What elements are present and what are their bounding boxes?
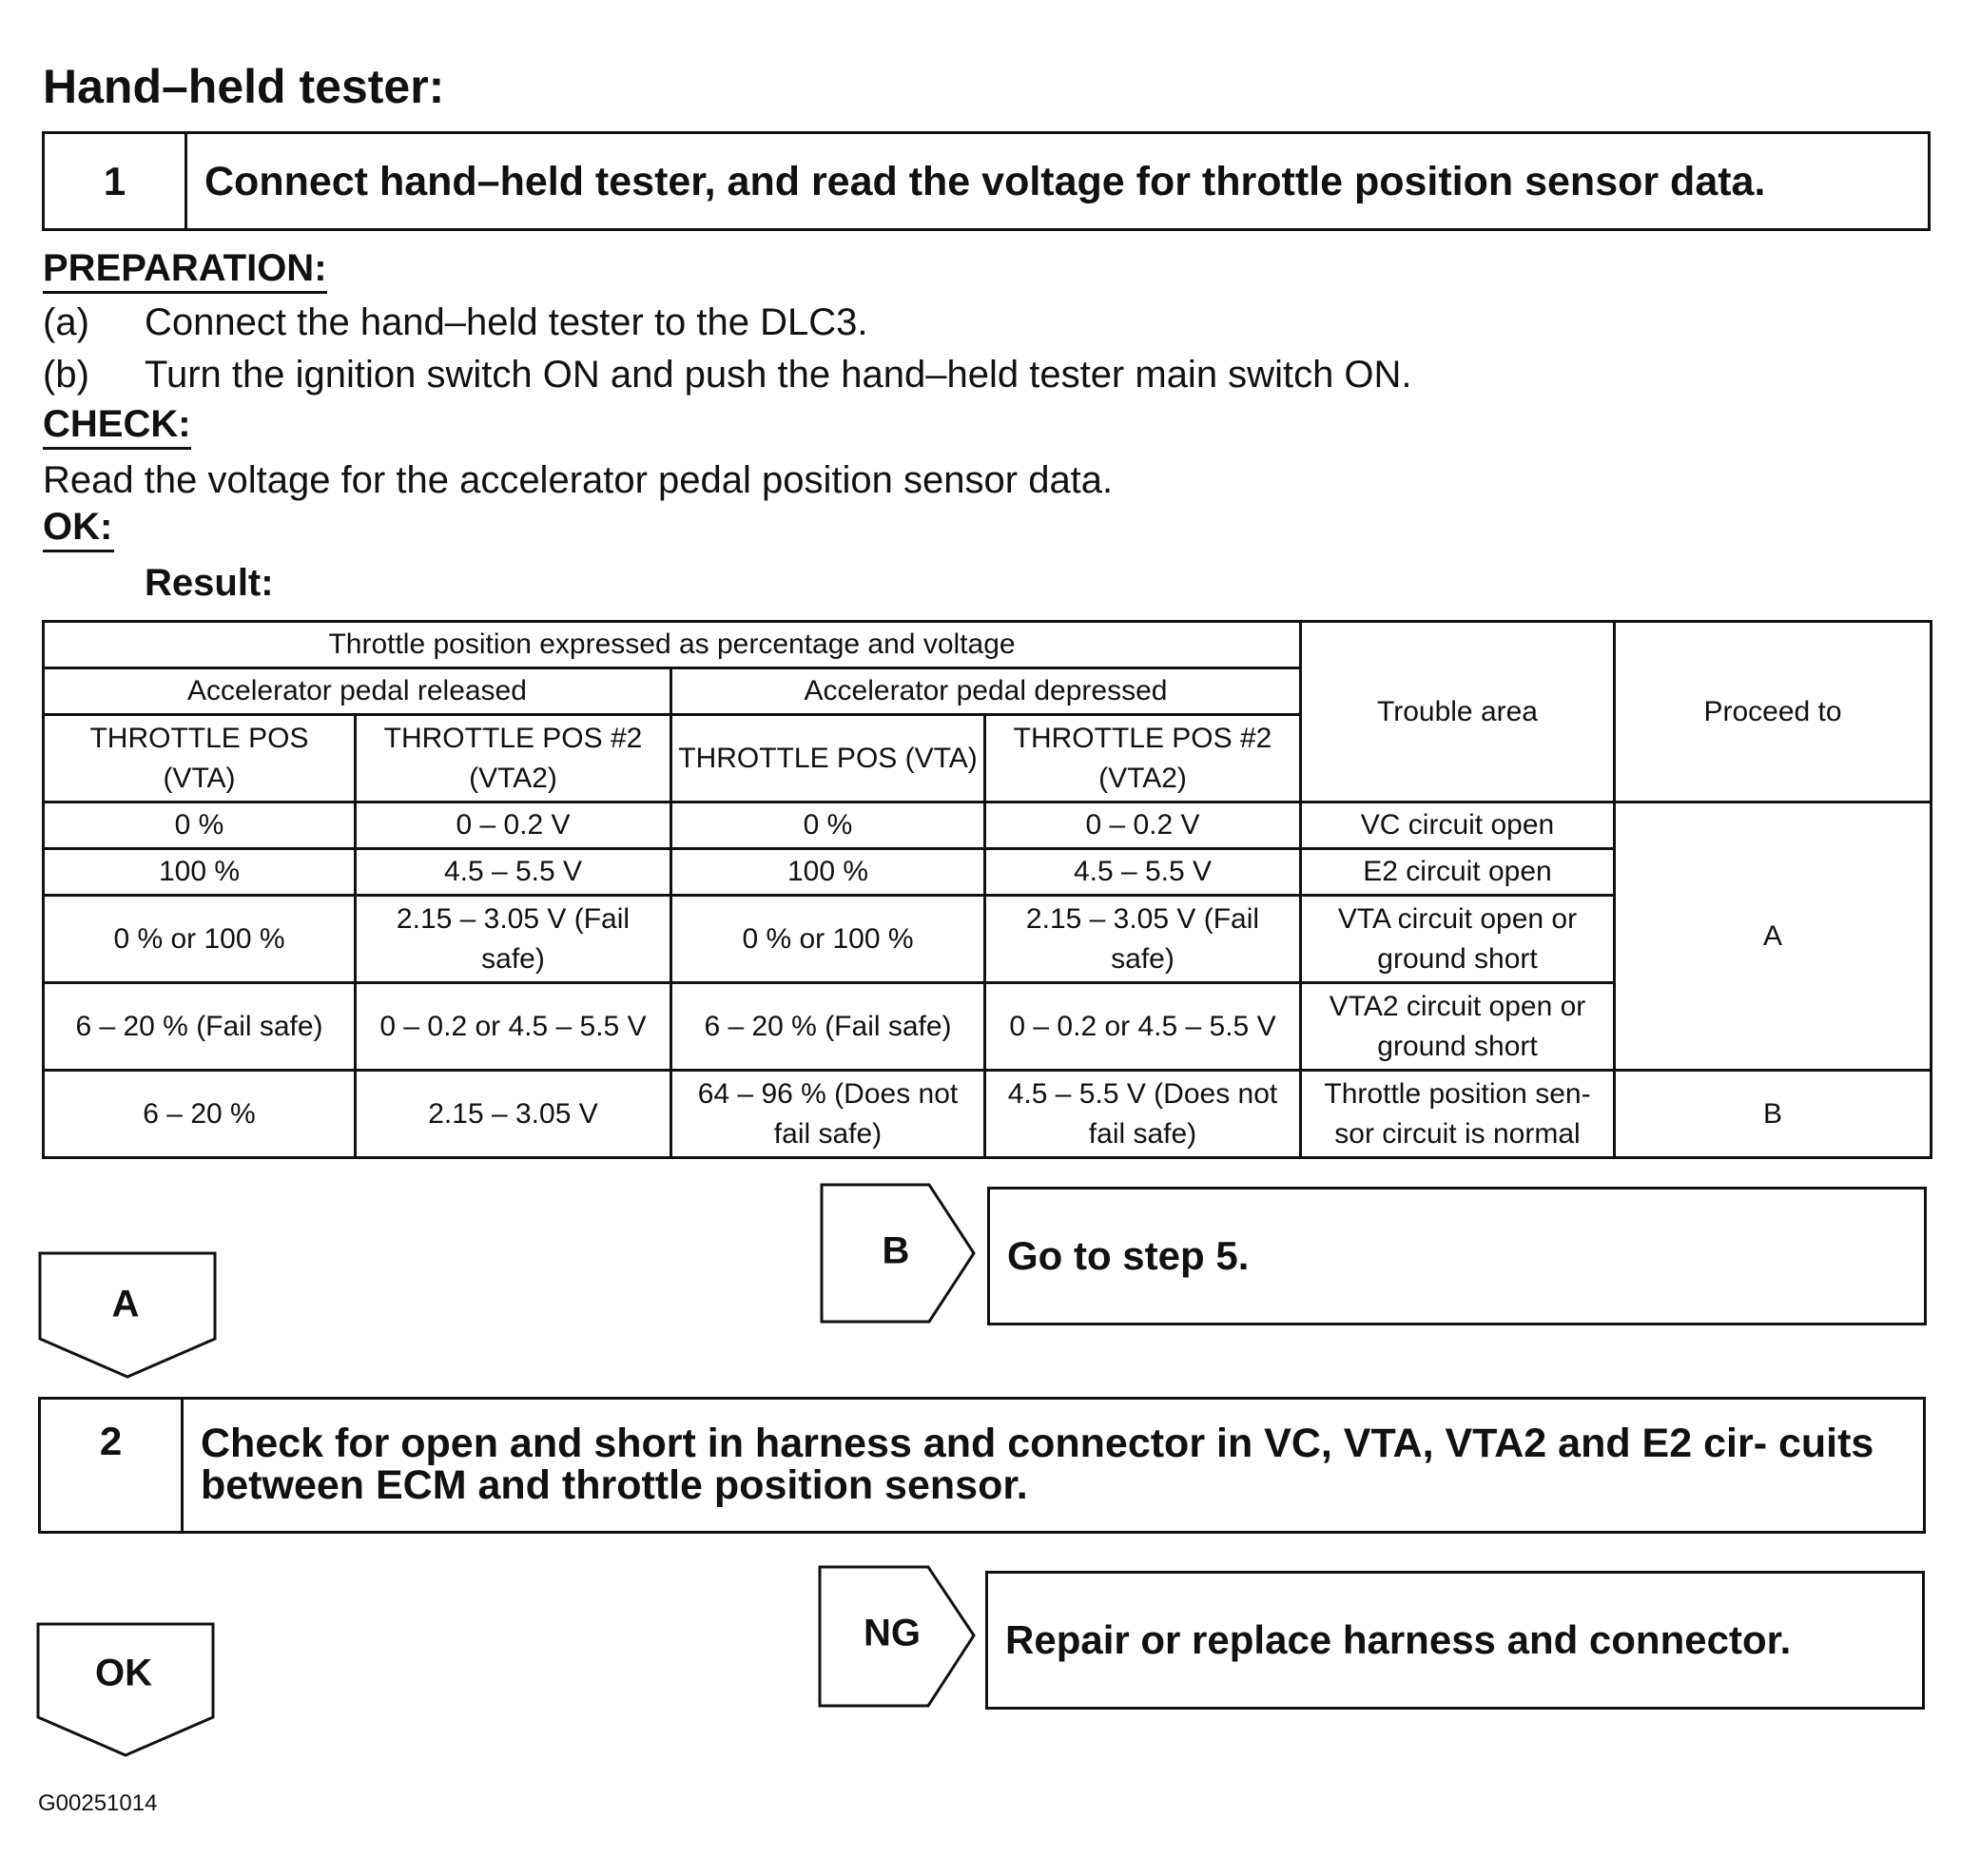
table-cell: 0 % or 100 %: [671, 896, 985, 983]
go-to-step-text: Go to step 5.: [1007, 1233, 1250, 1278]
table-cell: VTA circuit open or ground short: [1301, 896, 1615, 983]
table-cell: 4.5 – 5.5 V: [985, 849, 1301, 896]
table-cell: 0 %: [44, 803, 356, 849]
proceed-to-header: Proceed to: [1615, 622, 1932, 803]
table-cell: 100 %: [671, 849, 985, 896]
ok-tag-label: OK: [95, 1652, 152, 1694]
table-cell: VC circuit open: [1301, 803, 1615, 849]
repair-box: [985, 1571, 1925, 1710]
table-row: [44, 1071, 1932, 1158]
table-cell: 0 %: [671, 803, 985, 849]
a-tag-label: A: [111, 1283, 140, 1325]
column-header: THROTTLE POS #2 (VTA2): [356, 715, 671, 803]
table-cell: E2 circuit open: [1301, 849, 1615, 896]
proceed-cell-a: A: [1615, 803, 1932, 1071]
check-heading: CHECK:: [43, 403, 191, 450]
table-group-header: Throttle position expressed as percentage and voltage: [44, 622, 1301, 668]
column-header: THROTTLE POS (VTA): [671, 715, 985, 803]
ok-heading: OK:: [43, 506, 114, 552]
column-header: THROTTLE POS #2 (VTA2): [985, 715, 1301, 803]
prep-text: Connect the hand–held tester to the DLC3.: [145, 301, 868, 343]
table-cell: 6 – 20 %: [44, 1071, 356, 1158]
table-cell: 2.15 – 3.05 V (Fail safe): [985, 896, 1301, 983]
table-cell: 0 % or 100 %: [44, 896, 356, 983]
depressed-header: Accelerator pedal depressed: [671, 668, 1301, 715]
table-cell: 100 %: [44, 849, 356, 896]
step-2-box: [38, 1397, 1926, 1534]
table-cell: 0 – 0.2 V: [356, 803, 671, 849]
table-cell: 4.5 – 5.5 V (Does not fail safe): [985, 1071, 1301, 1158]
prep-item-b: [43, 353, 1412, 396]
column-header: THROTTLE POS (VTA): [44, 715, 356, 803]
prep-text: Turn the ignition switch ON and push the hand–held tester main switch ON.: [145, 354, 1412, 396]
prep-marker: (a): [43, 301, 89, 343]
table-cell: 2.15 – 3.05 V: [356, 1071, 671, 1158]
step-number: 1: [45, 134, 187, 228]
table-cell: 64 – 96 % (Does not fail safe): [671, 1071, 985, 1158]
b-tag-label: B: [882, 1229, 910, 1272]
table-cell: Throttle position sen- sor circuit is normal: [1301, 1071, 1615, 1158]
trouble-area-header: Trouble area: [1301, 622, 1615, 803]
a-down-arrow: [38, 1251, 219, 1383]
table-cell: 4.5 – 5.5 V: [356, 849, 671, 896]
table-cell: 6 – 20 % (Fail safe): [44, 983, 356, 1071]
step-number: 2: [41, 1400, 184, 1531]
released-header: Accelerator pedal released: [44, 668, 671, 715]
table-cell: 0 – 0.2 or 4.5 – 5.5 V: [985, 983, 1301, 1071]
step-instruction: Connect hand–held tester, and read the voltage for throttle position sensor data.: [204, 159, 1766, 204]
preparation-heading: PREPARATION:: [43, 247, 327, 294]
table-cell: 6 – 20 % (Fail safe): [671, 983, 985, 1071]
b-arrow-tag: [820, 1183, 981, 1325]
table-cell: 2.15 – 3.05 V (Fail safe): [356, 896, 671, 983]
check-text: Read the voltage for the accelerator pedal position sensor data.: [43, 459, 1114, 501]
prep-item-a: [43, 300, 868, 344]
step-1-box: [42, 131, 1931, 231]
step-instruction: Check for open and short in harness and connector in VC, VTA, VTA2 and E2 cir- cuits between ECM and throttle position sensor.: [201, 1421, 1874, 1508]
table-row: [44, 803, 1932, 849]
table-cell: 0 – 0.2 V: [985, 803, 1301, 849]
prep-marker: (b): [43, 354, 89, 396]
page-title: Hand–held tester:: [43, 60, 445, 113]
go-to-step-5-box: [987, 1187, 1927, 1325]
table-cell: VTA2 circuit open or ground short: [1301, 983, 1615, 1071]
ng-arrow-tag: [818, 1565, 981, 1710]
result-label: Result:: [145, 562, 274, 604]
figure-code: G00251014: [38, 1790, 158, 1816]
table-cell: 0 – 0.2 or 4.5 – 5.5 V: [356, 983, 671, 1071]
proceed-cell-b: B: [1615, 1071, 1932, 1158]
ng-tag-label: NG: [864, 1612, 921, 1654]
ok-down-arrow: [36, 1622, 217, 1761]
repair-text: Repair or replace harness and connector.: [1005, 1617, 1792, 1662]
result-table: [42, 620, 1932, 1159]
